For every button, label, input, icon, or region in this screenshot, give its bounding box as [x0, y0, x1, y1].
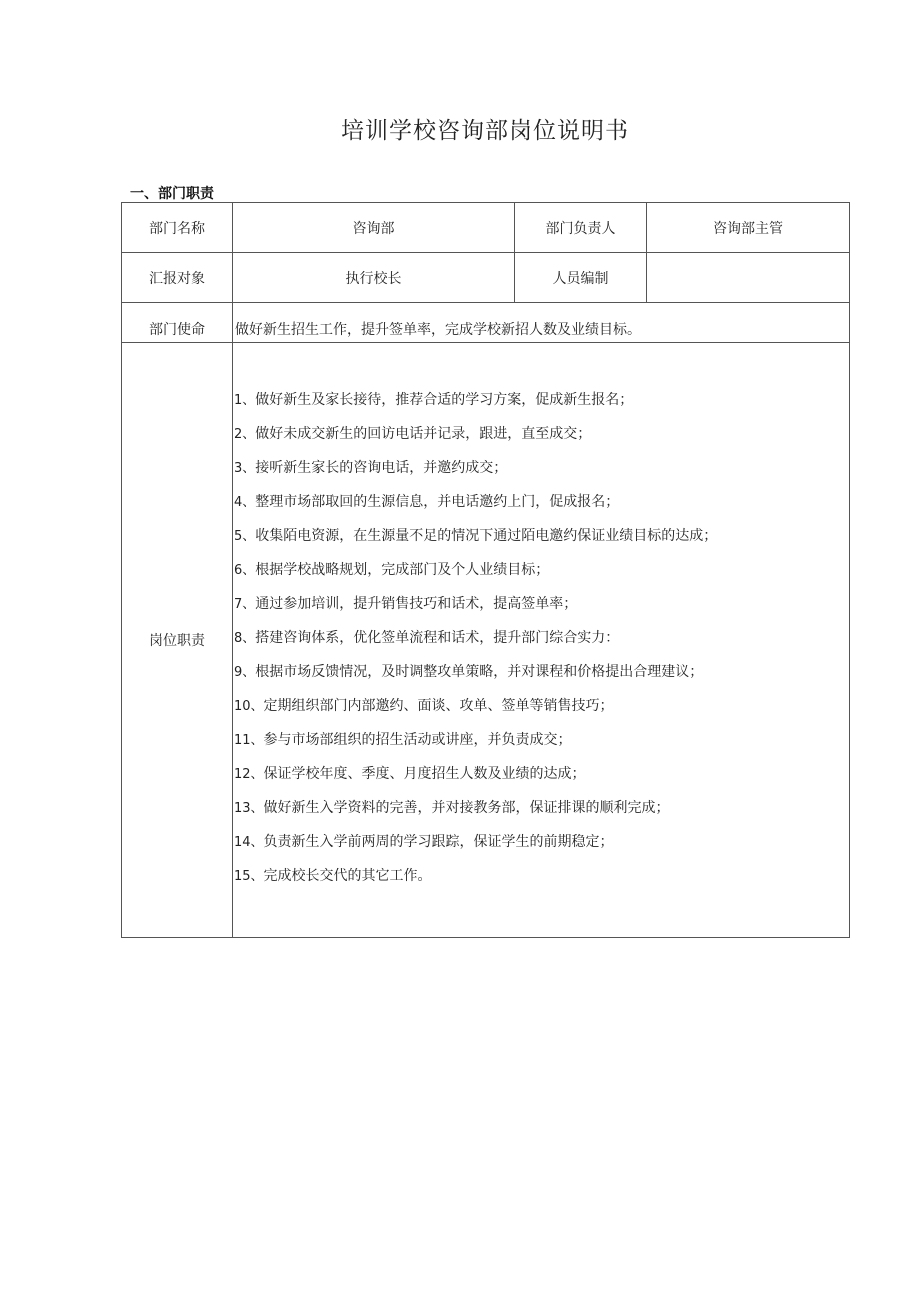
duty-item-number: 2、 [234, 427, 256, 442]
duty-item-number: 3、 [234, 461, 256, 476]
duty-item-text: 接听新生家长的咨询电话，并邀约成交； [255, 460, 508, 476]
dept-name-value: 咨询部 [233, 203, 515, 253]
duty-item-number: 5、 [234, 529, 256, 544]
department-duty-table [121, 202, 850, 938]
duty-item [234, 689, 849, 723]
duty-item-text: 定期组织部门内部邀约、面谈、攻单、签单等销售技巧； [263, 698, 614, 714]
section-heading: 一、部门职责 [130, 186, 214, 202]
mission-label: 部门使命 [122, 303, 233, 343]
duty-item [234, 553, 849, 587]
duty-item-text: 负责新生入学前两周的学习跟踪，保证学生的前期稳定； [263, 834, 614, 850]
duty-item-text: 完成校长交代的其它工作。 [263, 868, 432, 884]
dept-head-value: 咨询部主管 [647, 203, 850, 253]
duty-item-number: 9、 [234, 665, 256, 680]
duty-item [234, 621, 849, 655]
table-row [122, 253, 850, 303]
duty-item-text: 根据学校战略规划，完成部门及个人业绩目标； [255, 562, 550, 578]
table-row [122, 203, 850, 253]
report-to-value: 执行校长 [233, 253, 515, 303]
duty-item-number: 10、 [234, 699, 264, 714]
staffing-value [647, 253, 850, 303]
duty-item-number: 12、 [234, 767, 264, 782]
duty-item [234, 791, 849, 825]
duty-item [234, 825, 849, 859]
duty-item [234, 451, 849, 485]
duty-item [234, 859, 849, 893]
duty-item [234, 417, 849, 451]
duties-label: 岗位职责 [122, 343, 233, 938]
table-row [122, 303, 850, 343]
duty-item-number: 1、 [234, 393, 256, 408]
duty-item-number: 13、 [234, 801, 264, 816]
mission-value: 做好新生招生工作，提升签单率，完成学校新招人数及业绩目标。 [233, 303, 850, 343]
duty-item-text: 做好新生及家长接待，推荐合适的学习方案，促成新生报名； [255, 392, 634, 408]
duty-item-text: 参与市场部组织的招生活动或讲座，并负责成交； [263, 732, 572, 748]
duty-item [234, 519, 849, 553]
duty-item-text: 整理市场部取回的生源信息，并电话邀约上门，促成报名； [255, 494, 620, 510]
staffing-label: 人员编制 [515, 253, 647, 303]
document-title: 培训学校咨询部岗位说明书 [341, 118, 629, 144]
duty-item-number: 11、 [234, 733, 264, 748]
duty-list [234, 383, 849, 893]
duty-item [234, 655, 849, 689]
duty-item-text: 做好未成交新生的回访电话并记录，跟进，直至成交； [255, 426, 592, 442]
duty-item [234, 587, 849, 621]
duty-item-text: 收集陌电资源，在生源量不足的情况下通过陌电邀约保证业绩目标的达成； [255, 528, 718, 544]
duty-item-number: 7、 [234, 597, 256, 612]
duties-cell [233, 343, 850, 938]
dept-name-label: 部门名称 [122, 203, 233, 253]
duty-item-number: 15、 [234, 869, 264, 884]
dept-head-label: 部门负责人 [515, 203, 647, 253]
duty-item-text: 根据市场反馈情况，及时调整攻单策略，并对课程和价格提出合理建议； [255, 664, 704, 680]
duty-item-number: 8、 [234, 631, 256, 646]
duty-item [234, 723, 849, 757]
duty-item [234, 383, 849, 417]
duty-item-text: 保证学校年度、季度、月度招生人数及业绩的达成； [263, 766, 586, 782]
duty-item-text: 通过参加培训，提升销售技巧和话术，提高签单率； [255, 596, 578, 612]
duty-item-number: 4、 [234, 495, 256, 510]
duty-item [234, 485, 849, 519]
duty-item-number: 6、 [234, 563, 256, 578]
duty-item [234, 757, 849, 791]
report-to-label: 汇报对象 [122, 253, 233, 303]
duty-item-number: 14、 [234, 835, 264, 850]
duty-item-text: 做好新生入学资料的完善，并对接教务部，保证排课的顺利完成； [263, 800, 670, 816]
duty-item-text: 搭建咨询体系，优化签单流程和话术，提升部门综合实力： [255, 630, 620, 646]
table-row [122, 343, 850, 938]
